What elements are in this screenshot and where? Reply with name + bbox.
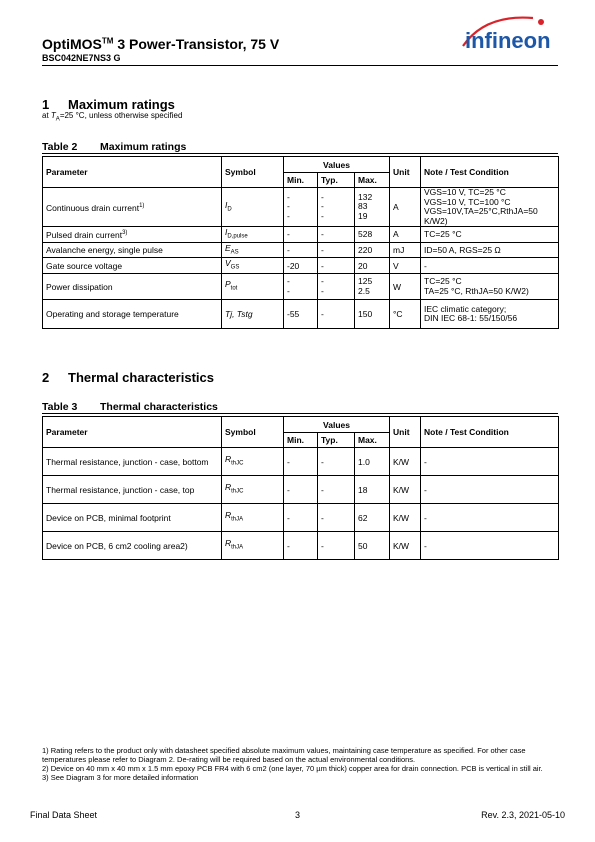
header-rule [42, 65, 558, 66]
table-title: Maximum ratings [100, 141, 187, 153]
thermal-characteristics-table [42, 416, 559, 560]
infineon-logo [455, 10, 565, 60]
header-typ: Typ. [318, 433, 355, 448]
document-title [42, 36, 279, 52]
section-1-heading [42, 97, 175, 112]
caption-rule [42, 153, 558, 154]
header-unit: Unit [390, 417, 421, 448]
footer-revision: Rev. 2.3, 2021-05-10 [481, 810, 565, 820]
svg-text:infineon: infineon [465, 28, 551, 53]
table-row: Avalanche energy, single pulse $E_{AS}$ - - 220 mJ ID=50 A, RGS=25 Ω [43, 242, 559, 258]
table-row: Operating and storage temperature Tj, Tstg -55 - 150 °C IEC climatic category; DIN IEC 68-1: 55/150/56 [43, 300, 559, 329]
section-number: 2 [42, 370, 50, 385]
trademark-mark: TM [101, 36, 114, 46]
product-description: 3 Power-Transistor, 75 V [113, 36, 280, 52]
header-min: Min. [284, 173, 318, 188]
header-note: Note / Test Condition [421, 417, 559, 448]
maximum-ratings-table [42, 156, 559, 329]
table-row: Device on PCB, minimal footprint $R_{thJA}$ - - 62 K/W - [43, 504, 559, 532]
header-symbol: Symbol [222, 417, 284, 448]
footer-doc-type: Final Data Sheet [30, 810, 98, 820]
section-2-heading [42, 370, 214, 385]
table-row: Thermal resistance, junction - case, bottom $R_{thJC}$ - - 1.0 K/W - [43, 448, 559, 476]
footnotes [42, 746, 558, 782]
header-parameter: Parameter [43, 157, 222, 188]
table-title: Thermal characteristics [100, 401, 218, 413]
header-max: Max. [355, 173, 390, 188]
footnote-3: 3) See Diagram 3 for more detailed information [42, 773, 199, 782]
header-max: Max. [355, 433, 390, 448]
section-title: Maximum ratings [68, 97, 175, 112]
header-values: Values [284, 417, 390, 433]
header-typ: Typ. [318, 173, 355, 188]
table-row: Pulsed drain current$^{3)}$ $I_{D,pulse}$ - - 528 A TC=25 °C [43, 227, 559, 243]
table-number: Table 3 [42, 401, 78, 413]
table-row: Power dissipation $P_{tot}$ - - - - 125 2.5 W TC=25 °C TA=25 °C, RthJA=50 K/W2) [43, 274, 559, 300]
table-number: Table 2 [42, 141, 78, 153]
table-row: Thermal resistance, junction - case, top $R_{thJC}$ - - 18 K/W - [43, 476, 559, 504]
product-name: OptiMOS [42, 36, 102, 52]
header-parameter: Parameter [43, 417, 222, 448]
section-title: Thermal characteristics [68, 370, 214, 385]
header-values: Values [284, 157, 390, 173]
table-3-caption [42, 401, 218, 413]
footer-page-number: 3 [295, 810, 301, 820]
header-min: Min. [284, 433, 318, 448]
footnote-1: 1) Rating refers to the product only with datasheet specified absolute maximum values, maintaining case temperature as specified. For other case temperatures please refer to Diagram 2. De-rating will be required based on the actual environmental conditions. [42, 746, 526, 764]
table-row: Gate source voltage $V_{GS}$ -20 - 20 V - [43, 258, 559, 274]
table-2-caption [42, 141, 186, 153]
table-row: Continuous drain current$^{1)}$ $I_D$ - - - - - - 132 83 19 A VGS=10 V, TC=25 °C VGS=10 V, TC=100 °C VGS=10V,TA=25°C,RthJA=50 K/W2) [43, 188, 559, 227]
header-symbol: Symbol [222, 157, 284, 188]
header-note: Note / Test Condition [421, 157, 559, 188]
section-1-subtitle: at $T_A=25$ °C, unless otherwise specified [42, 111, 183, 123]
header-unit: Unit [390, 157, 421, 188]
caption-rule [42, 413, 558, 414]
footnote-2: 2) Device on 40 mm x 40 mm x 1.5 mm epoxy PCB FR4 with 6 cm2 (one layer, 70 µm thick) copper area for drain connection. PCB is vertical in still air. [42, 764, 543, 773]
table-row: Device on PCB, 6 cm2 cooling area2) $R_{thJA}$ - - 50 K/W - [43, 532, 559, 560]
part-number: BSC042NE7NS3 G [42, 53, 121, 63]
section-number: 1 [42, 97, 50, 112]
